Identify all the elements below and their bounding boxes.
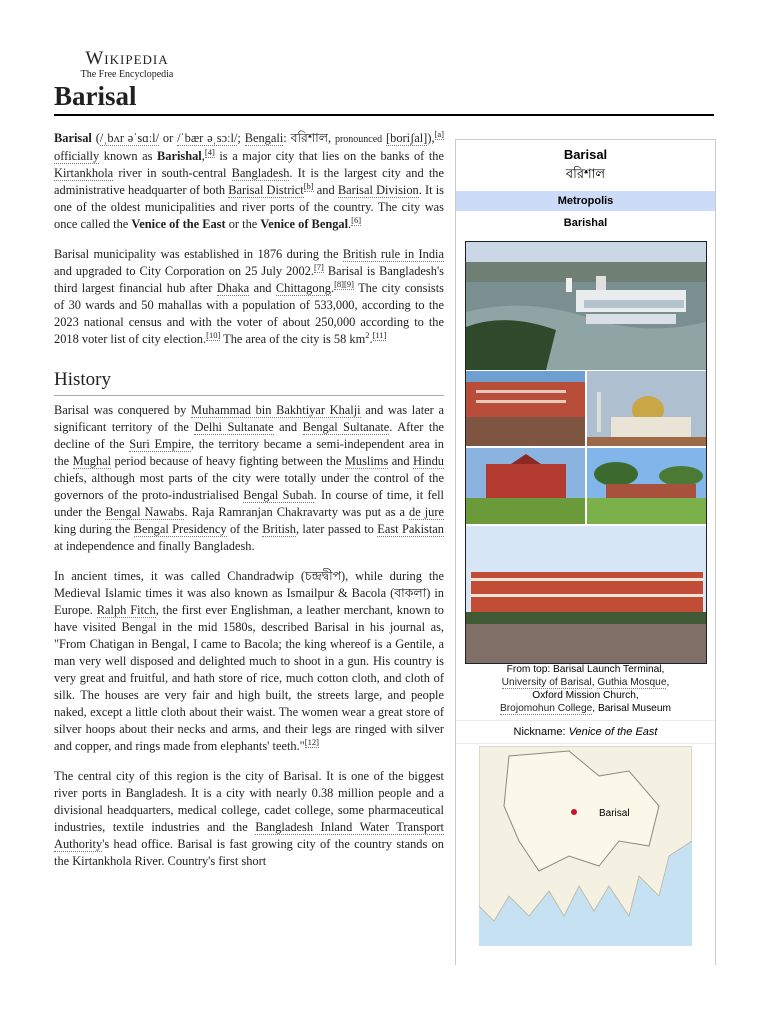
history-text: king during the [54,522,131,536]
bengal-subah-link[interactable]: Bengal Subah [243,488,314,502]
ref-4[interactable]: [4] [204,146,215,157]
ref-b[interactable]: [b] [303,180,314,191]
history-text: . In course of time, it fell under the [54,488,444,519]
history-paragraph-2 [54,568,444,755]
university-link[interactable]: University of Barisal [501,677,592,688]
mughal-link[interactable]: Mughal [72,454,112,468]
east-pakistan-link[interactable]: East Pakistan [377,522,444,536]
or-text: or the [228,217,258,231]
nickname-bold-2: Venice of Bengal [260,217,349,231]
caption-text: , [666,677,670,688]
caption-text: From top: Barisal Launch Terminal, [506,664,665,675]
intro-text: and upgraded to City Corporation on 25 July 2002. [54,264,314,278]
ref-6[interactable]: [6] [351,214,362,225]
intro-text: . It is the largest city and the administrative headquarter of both [54,166,445,197]
british-link[interactable]: British [262,522,296,536]
ref-10[interactable]: [10] [206,329,221,340]
hindu-link[interactable]: Hindu [413,454,444,468]
intro-paragraph-2: Barisal municipality was established in 1876 during the British rule in India and upgraded to City Corporation on 25 July 2002.[7] Barisal is Bangladesh's third largest financial hub after Dhaka and Chittagong.[8][9] The city consists of 30 wards and 50 mahallas with a population of 533,000, according to the 2023 national census and with the voter of about 250,000 according to the 2018 voter list of city election.[10] The area of the city is 58 $km^2.[11]$ [54,247,445,346]
intro-text: Barisal municipality was established in 1876 during the [54,247,339,261]
barisal-division-link[interactable]: Barisal Division [337,183,419,197]
nickname-label: Nickname: [513,726,566,738]
history-text: 's head office. Barisal is fast growing city of the country stands on the Kirtankhola River. Country's first short [54,837,444,868]
intro-text: is a major city that lies on the banks of the [219,149,444,163]
ref-11[interactable]: [11] [372,329,387,340]
brojomohun-college-photo[interactable] [587,448,706,524]
tagline: The Free Encyclopedia [80,69,174,80]
officially-link[interactable]: officially [54,149,100,163]
history-text: chiefs, although most parts of the city were totally under the control of the governors of the proto-industrialised [54,471,444,502]
oxford-mission-church-photo[interactable] [466,448,585,524]
dhaka-link[interactable]: Dhaka [216,281,250,295]
intro-text: . [369,332,373,346]
pronounced-label: pronounced [334,134,383,145]
location-map[interactable] [479,746,692,946]
lead-name: Barisal [54,131,92,145]
history-text: , the territory became a semi-independent area in the [54,437,444,468]
ref-a[interactable]: [a] [434,128,444,139]
superscript-2: 2 [365,329,370,340]
ipa-link-2[interactable]: /ˈbær əˌsɔːl/ [177,131,238,145]
barisal-district-link[interactable]: Barisal District [228,183,304,197]
montage-caption [456,663,715,715]
biwta-link[interactable]: Bangladesh Inland Water Transport Authority [54,820,444,851]
bengal-sultanate-link[interactable]: Bengal Sultanate [302,420,390,434]
barisal-museum-photo[interactable] [466,526,706,663]
de-jure-link[interactable]: de jure [409,505,445,519]
infobox-name: Barisal [563,147,608,162]
history-text: . Raja Ramranjan Chakravarty was put as a [184,505,405,519]
and-text: and [253,281,272,295]
caption-text: Oxford Mission Church, [532,690,639,701]
ref-8-9[interactable]: [8][9] [334,278,354,289]
guthia-mosque-link[interactable]: Guthia Mosque [597,677,667,688]
intro-text: The area of the city is 58 km [223,332,366,346]
intro-paragraph-1: Barisal (/ˌbʌr əˈsɑːl/ or /ˈbær əˌsɔːl/; Bengali: বরিশাল, pronounced [boriʃal]),[a] officially known as Barishal,[4] is a major city that lies on the banks of the Kirtankhola river in south-central Bangladesh. It is the largest city and the administrative headquarter of both Barisal District[b] and Barisal Division. It is one of the oldest municipalities and river ports of the country. The city was once called the Venice of the East or the Venice of Bengal.[6] [54,128,445,231]
launch-terminal-photo[interactable] [466,242,706,370]
history-text: period because of heavy fighting between the [114,454,342,468]
history-text: In ancient times, it was called Chandradwip (চন্দ্রদ্বীপ), while during the Medieval Islamic times it was also known as Ismailpur & Bacola (বাকলা) in Europe. [54,569,444,617]
and-text: and [316,183,335,197]
guthia-mosque-photo[interactable] [587,371,706,446]
nickname-bold-1: Venice of the East [131,217,226,231]
bengal-nawabs-link[interactable]: Bengal Nawabs [105,505,185,519]
caption-text: , [591,677,595,688]
title-divider [54,114,714,116]
history-heading: History [54,368,444,396]
intro-text: river in south-central [118,166,227,180]
page-title: Barisal [54,81,137,111]
bangladesh-link[interactable]: Bangladesh [231,166,290,180]
ipa-link-1[interactable]: /ˌbʌr əˈsɑːl/ [99,131,160,145]
intro-text: Barisal is Bangladesh's third largest financial hub after [54,264,445,295]
wikipedia-logo[interactable] [72,49,182,81]
or-text: or [162,131,174,145]
history-text: at independence and finally Bangladesh. [54,539,255,553]
history-paragraph-1 [54,402,444,555]
nickname-row [456,720,715,744]
pronounced-ipa[interactable]: [boriʃal] [386,131,428,145]
ref-7[interactable]: [7] [313,261,324,272]
photo-montage[interactable] [465,241,707,664]
map-marker [571,809,577,815]
history-text: , the first ever Englishman, a leather merchant, known to have visited Bengal in the mid 1580s, described Barisal in his journal as, "From Chatigan in Bengal, I came to Bacola; the king whereof is a Gentile, a man very well disposed and delighted much to shoot in a gun. His country is very great and fruitful, and hath store of rice, much cotton cloth, and cloth of silk. The houses are very fair and high built, the streets large, and people naked, except a little cloth about their waist. The women wear a great store of silver hoops about their necks and arms, and their legs are ringed with silver and copper, and rings made from elephants' teeth." [54,603,444,753]
university-photo[interactable] [466,371,585,446]
khalji-link[interactable]: Muhammad bin Bakhtiyar Khalji [191,403,361,417]
infobox-subname: Barishal [563,217,608,229]
ralph-fitch-link[interactable]: Ralph Fitch [96,603,156,617]
article-body [54,130,444,883]
nickname-value: Venice of the East [568,726,658,738]
delhi-sultanate-link[interactable]: Delhi Sultanate [194,420,274,434]
history-text: The central city of this region is the city of Barisal. It is one of the biggest river ports in Bangladesh. It is a city with nearly 0.38 million people and a divisional headquarters, medical college, cadet college, some pharmaceutical industries, textile industries and the [54,769,444,834]
caption-text: , Barisal Museum [592,703,671,714]
chittagong-link[interactable]: Chittagong [275,281,331,295]
and-text: and [391,454,410,468]
infobox-native-name: বরিশাল [565,166,606,181]
suri-empire-link[interactable]: Suri Empire [129,437,191,451]
bengali-name: বরিশাল [290,131,328,145]
infobox-settlement-type: Metropolis [456,191,715,211]
history-text: , later passed to [295,522,374,536]
history-text: of the [229,522,259,536]
wordmark: Wikipedia [85,48,169,69]
history-text: Barisal was conquered by [54,403,187,417]
bengal-presidency-link[interactable]: Bengal Presidency [133,522,227,536]
history-text: . After the decline of the [54,420,445,451]
and-text: and [279,420,298,434]
history-text: and was later a significant territory of the [54,403,444,434]
kirtankhola-link[interactable]: Kirtankhola [54,166,114,180]
history-paragraph-3 [54,768,444,870]
known-as-text: known as [103,149,153,163]
bengali-language-link[interactable]: Bengali [244,131,284,145]
intro-text: . It is one of the oldest municipalities and river ports of the country. The city was once called the [54,183,444,231]
alt-name: Barishal [156,149,202,163]
infobox [455,139,716,965]
muslims-link[interactable]: Muslims [344,454,389,468]
ref-12[interactable]: [12] [304,736,319,747]
brojomohun-link[interactable]: Brojomohun College [499,703,593,714]
british-rule-link[interactable]: British rule in India [342,247,444,261]
map-label: Barisal [599,808,630,819]
intro-text: The city consists of 30 wards and 50 mahallas with a population of 533,000, according to the 2023 national census and with the voter of about 250,000 according to the 2018 voter list of city election. [54,281,444,346]
